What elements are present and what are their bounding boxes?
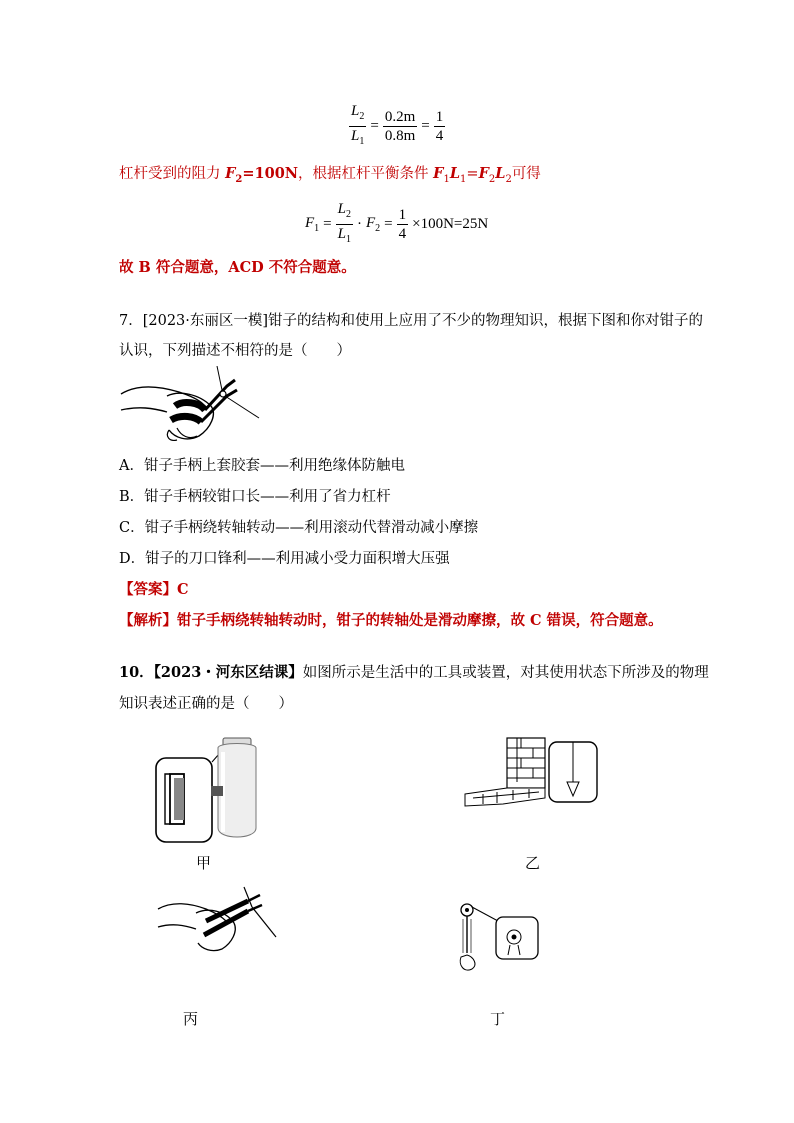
symbol: L — [449, 165, 461, 182]
subscript: 2 — [345, 209, 351, 220]
symbol: L — [351, 103, 360, 119]
question-7-line-2: 认识，下列描述不相符的是（ ） — [119, 343, 351, 359]
symbol: L — [337, 201, 346, 217]
answer-line — [119, 580, 189, 600]
question-source-tag: 【2023・河东区结课】 — [153, 664, 303, 681]
result-text: ×100N=25N — [412, 216, 489, 232]
subscript: 1 — [460, 173, 467, 185]
subscript: 1 — [314, 223, 320, 234]
text: 杠杆受到的阻力 — [119, 166, 226, 182]
subscript: 2 — [505, 173, 512, 185]
fraction-l2-l1 — [349, 103, 366, 150]
text: = — [466, 166, 479, 182]
symbol: F — [305, 215, 315, 231]
fraction-quarter — [397, 207, 409, 242]
subscript: 1 — [359, 136, 365, 147]
caption-bing: 丙 — [183, 1010, 199, 1028]
equals-sign: = — [370, 118, 379, 134]
analysis-tag: 【解析】 — [119, 612, 177, 629]
analysis-line-resistance — [119, 164, 541, 190]
subscript: 2 — [488, 173, 496, 185]
symbol: F — [433, 165, 444, 182]
fraction-result — [434, 109, 446, 144]
subscript: 1 — [443, 173, 450, 185]
denominator: 4 — [398, 226, 407, 242]
text: 可得 — [511, 166, 541, 182]
option-a: A．钳子手柄上套胶套——利用绝缘体防触电 — [119, 458, 405, 474]
option-d: D．钳子的刀口锋利——利用减小受力面积增大压强 — [119, 551, 450, 567]
fraction-l2-l1 — [336, 201, 353, 248]
figure-yi-plumb-wall — [463, 734, 603, 814]
question-number: 10． — [119, 664, 154, 681]
analysis-text: 钳子手柄绕转轴转动时，钳子的转轴处是滑动摩擦，故 C 错误，符合题意。 — [177, 612, 663, 629]
denominator: 0.8m — [384, 128, 416, 144]
question-10-line-2: 知识表述正确的是（ ） — [119, 696, 293, 712]
subscript: 1 — [345, 234, 351, 245]
numerator: 0.2m — [384, 109, 416, 125]
symbol: L — [495, 165, 506, 182]
denominator: 4 — [435, 128, 444, 144]
analysis-line — [119, 611, 663, 631]
answer-tag: 【答案】 — [119, 581, 177, 598]
figure-ding-pendulum — [452, 895, 542, 980]
option-b: B．钳子手柄较钳口长——利用了省力杠杆 — [119, 489, 391, 505]
subscript: 2 — [235, 173, 243, 185]
equals-sign: = — [421, 118, 430, 134]
symbol: F — [478, 165, 489, 182]
figure-jia-gas-cylinder — [153, 732, 263, 847]
caption-jia: 甲 — [196, 854, 212, 872]
question-7-line-1: 7．[2023·东丽区一模]钳子的结构和使用上应用了不少的物理知识，根据下图和你对钳子的 — [119, 313, 704, 329]
subscript: 2 — [359, 111, 365, 122]
fraction-lengths — [383, 109, 417, 144]
caption-ding: 丁 — [490, 1010, 506, 1028]
pliers-hand-illustration — [119, 366, 269, 446]
option-c: C．钳子手柄绕转轴转动——利用滚动代替滑动减小摩擦 — [119, 520, 479, 536]
figure-bing-pliers — [156, 885, 280, 965]
equals-sign: = — [384, 216, 393, 232]
symbol: L — [337, 226, 346, 242]
symbol: F — [365, 215, 376, 231]
caption-yi: 乙 — [525, 854, 541, 872]
conclusion-line: 故 B 符合题意，ACD 不符合题意。 — [119, 259, 356, 276]
answer-value: C — [177, 581, 189, 598]
subscript: 2 — [375, 223, 381, 234]
equation-force — [305, 201, 488, 248]
symbol: F — [225, 165, 236, 182]
equals-sign: = — [323, 216, 332, 232]
question-text: 如图所示是生活中的工具或装置，对其使用状态下所涉及的物理 — [302, 665, 709, 681]
symbol: L — [351, 128, 360, 144]
numerator: 1 — [435, 109, 444, 125]
question-10-line-1 — [119, 663, 709, 683]
text: ，根据杠杆平衡条件 — [298, 166, 434, 182]
equation-ratio — [349, 103, 445, 150]
numerator: 1 — [398, 207, 407, 223]
dot-operator: · — [356, 216, 362, 232]
value: =100N — [242, 165, 299, 182]
